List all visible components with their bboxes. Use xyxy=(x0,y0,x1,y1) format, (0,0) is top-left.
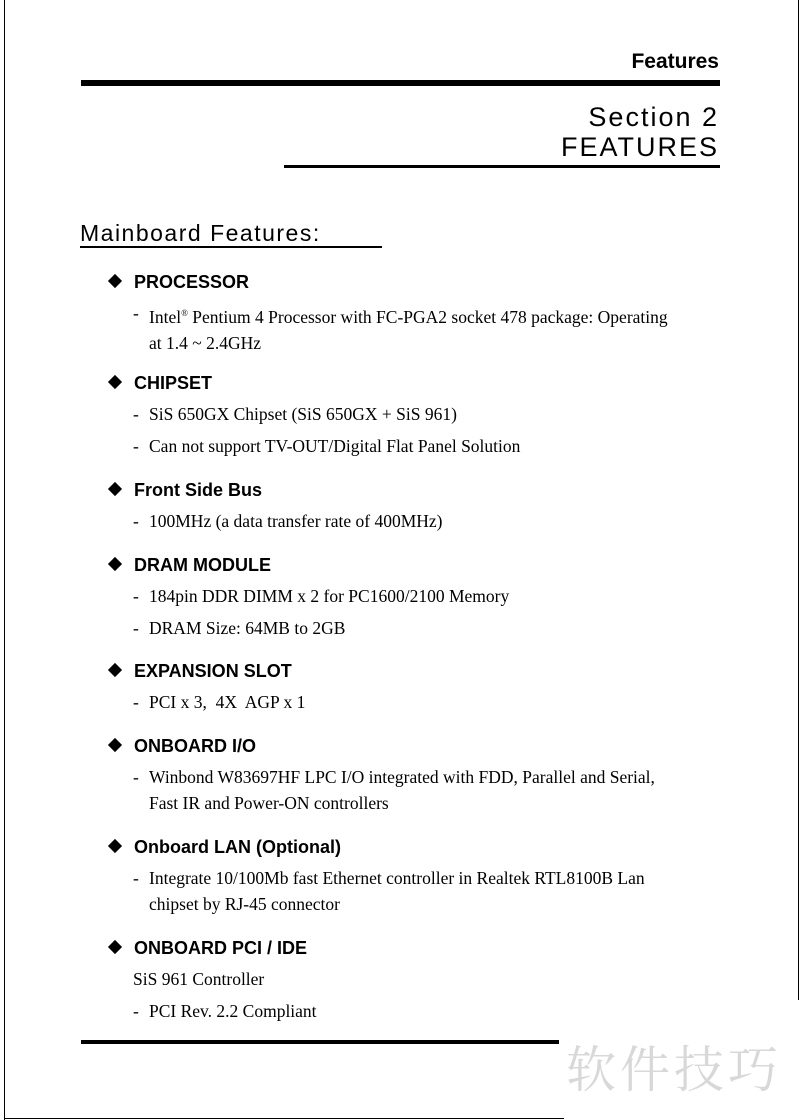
registered-mark: ® xyxy=(181,308,188,318)
feature-chipset xyxy=(108,371,728,459)
feature-heading xyxy=(108,734,728,758)
footer-rule xyxy=(81,1040,559,1044)
dash: - xyxy=(133,303,139,323)
feature-heading xyxy=(108,659,728,683)
diamond-bullet-icon xyxy=(108,839,122,853)
item-text: Integrate 10/100Mb fast Ethernet controller in Realtek RTL8100B Lan xyxy=(149,868,645,888)
item-text: Winbond W83697HF LPC I/O integrated with FDD, Parallel and Serial, xyxy=(149,767,655,787)
feature-item xyxy=(108,998,728,1024)
section-rule xyxy=(284,165,720,168)
diamond-bullet-icon xyxy=(108,738,122,752)
feature-item xyxy=(108,615,728,641)
feature-item xyxy=(108,865,728,891)
feature-item xyxy=(108,583,728,609)
diamond-bullet-icon xyxy=(108,274,122,288)
dash: - xyxy=(133,586,139,606)
item-text: 184pin DDR DIMM x 2 for PC1600/2100 Memory xyxy=(149,586,510,606)
feature-title: Front Side Bus xyxy=(134,480,263,500)
dash: - xyxy=(133,1001,139,1021)
page-border-left xyxy=(4,0,5,1120)
diamond-bullet-icon xyxy=(108,940,122,954)
section-number: Section 2 xyxy=(588,102,719,132)
mainboard-features-title: Mainboard Features: xyxy=(80,220,321,246)
page-border-bottom xyxy=(4,1118,564,1119)
watermark: 软件技巧 xyxy=(566,1041,782,1099)
item-text: 100MHz (a data transfer rate of 400MHz) xyxy=(149,511,443,531)
feature-item xyxy=(108,401,728,427)
item-text: PCI x 3, 4X AGP x 1 xyxy=(149,692,306,712)
feature-heading xyxy=(108,835,728,859)
feature-onboard-lan xyxy=(108,835,728,917)
item-continuation: chipset by RJ-45 connector xyxy=(149,894,340,914)
feature-onboard-io xyxy=(108,734,728,816)
feature-heading xyxy=(108,270,728,294)
dash: - xyxy=(133,511,139,531)
feature-onboard-pci-ide xyxy=(108,936,728,1024)
item-text: PCI Rev. 2.2 Compliant xyxy=(149,1001,317,1021)
feature-item xyxy=(108,433,728,459)
feature-heading xyxy=(108,936,728,960)
feature-heading xyxy=(108,553,728,577)
feature-front-side-bus xyxy=(108,478,728,534)
page-border-right xyxy=(798,0,799,1000)
item-text: SiS 650GX Chipset (SiS 650GX + SiS 961) xyxy=(149,404,457,424)
item-continuation: Fast IR and Power-ON controllers xyxy=(149,793,389,813)
section-name: FEATURES xyxy=(560,132,719,162)
feature-item xyxy=(108,508,728,534)
feature-title: ONBOARD PCI / IDE xyxy=(134,938,308,958)
feature-title: DRAM MODULE xyxy=(134,555,271,575)
dash: - xyxy=(133,767,139,787)
dash: - xyxy=(133,436,139,456)
feature-heading xyxy=(108,371,728,395)
dash: - xyxy=(133,404,139,424)
mainboard-features-rule xyxy=(80,246,382,248)
diamond-bullet-icon xyxy=(108,557,122,571)
feature-expansion-slot xyxy=(108,659,728,715)
dash: - xyxy=(133,692,139,712)
item-text-post: Pentium 4 Processor with FC-PGA2 socket 478 package: Operating xyxy=(187,306,668,327)
feature-plain-text: SiS 961 Controller xyxy=(133,969,265,989)
feature-title: ONBOARD I/O xyxy=(134,736,257,756)
dash: - xyxy=(133,618,139,638)
item-text: DRAM Size: 64MB to 2GB xyxy=(149,618,346,638)
feature-title: Onboard LAN (Optional) xyxy=(134,837,341,857)
header-rule xyxy=(81,80,720,86)
feature-dram-module xyxy=(108,553,728,641)
header-label: Features xyxy=(631,50,719,73)
feature-processor xyxy=(108,270,728,356)
feature-item xyxy=(108,300,728,330)
section-title xyxy=(561,102,719,162)
feature-item xyxy=(108,689,728,715)
item-text-pre: Intel xyxy=(149,306,182,327)
item-text: Can not support TV-OUT/Digital Flat Panel Solution xyxy=(149,436,521,456)
item-continuation: at 1.4 ~ 2.4GHz xyxy=(149,332,262,353)
feature-title: CHIPSET xyxy=(134,373,213,393)
diamond-bullet-icon xyxy=(108,663,122,677)
diamond-bullet-icon xyxy=(108,375,122,389)
feature-title: EXPANSION SLOT xyxy=(134,661,292,681)
dash: - xyxy=(133,868,139,888)
feature-title: PROCESSOR xyxy=(134,272,250,292)
feature-heading xyxy=(108,478,728,502)
feature-item xyxy=(108,764,728,790)
diamond-bullet-icon xyxy=(108,482,122,496)
